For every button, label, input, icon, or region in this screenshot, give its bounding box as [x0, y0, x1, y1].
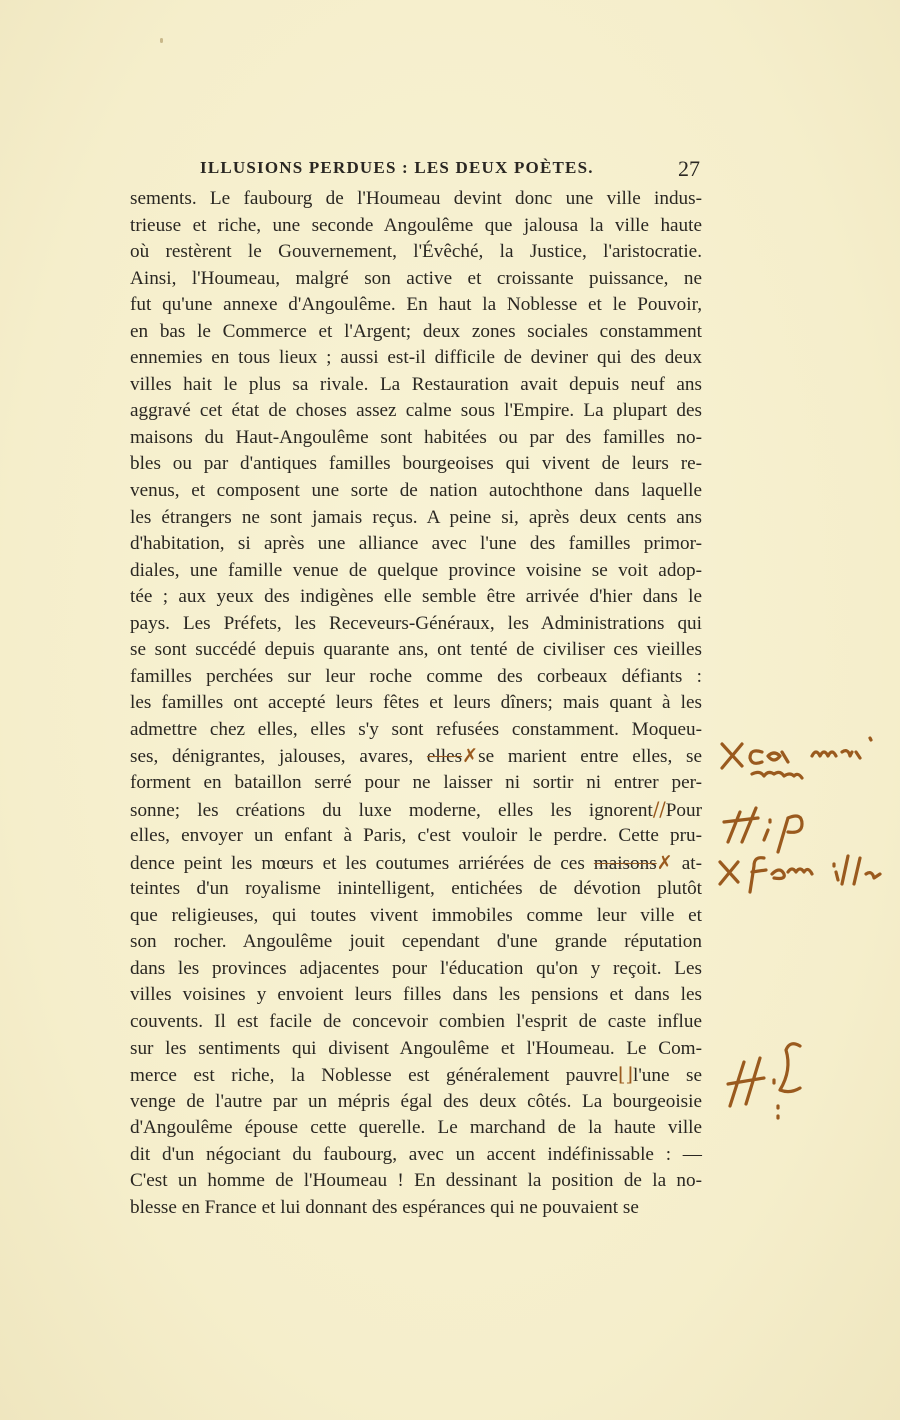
text-line: d'Angoulême épouse cette querelle. Le marchand de la haute ville — [130, 1117, 702, 1139]
margin-note-3 — [720, 856, 880, 892]
insertion-mark: // — [652, 797, 666, 821]
text-segment: merce est riche, la Noblesse est généralement pauvre — [130, 1065, 619, 1087]
text-segment: l'une se — [633, 1065, 702, 1087]
text-line: dans les provinces adjacentes pour l'éducation qu'on y reçoit. Les — [130, 957, 702, 979]
text-segment: dence peint les mœurs et les coutumes arriérées de ces — [130, 852, 594, 874]
struck-word: elles — [426, 746, 463, 768]
text-line: venge de l'autre par un mépris égal des deux côtés. La bourgeoisie — [130, 1090, 702, 1112]
page-number: 27 — [678, 156, 700, 181]
text-line: les familles ont accepté leurs fêtes et leurs dîners; mais quant à les — [130, 692, 702, 714]
text-line: où restèrent le Gouvernement, l'Évêché, la Justice, l'aristocratie. — [130, 241, 702, 263]
text-line: aggravé cet état de choses assez calme sous l'Empire. La plupart des — [130, 400, 702, 422]
insertion-mark: ✗ — [462, 744, 479, 768]
text-line: teintes d'un royalisme inintelligent, entichées de dévotion plutôt — [130, 878, 702, 900]
text-line: sur les sentiments qui divisent Angoulême et l'Houmeau. Le Com- — [130, 1037, 702, 1059]
text-segment: ses, dénigrantes, jalouses, avares, — [130, 746, 427, 768]
text-line: bles ou par d'antiques familles bourgeoises qui vivent de leurs re- — [130, 453, 702, 475]
text-line: diales, une famille venue de quelque province voisine se voit adop- — [130, 559, 702, 581]
text-segment: se marient entre elles, se — [478, 746, 702, 768]
text-line: C'est un homme de l'Houmeau ! En dessinant la position de la no- — [130, 1170, 702, 1192]
text-line: son rocher. Angoulême jouit cependant d'une grande réputation — [130, 931, 702, 953]
text-line: villes voisines y envoient leurs filles dans les pensions et dans les — [130, 984, 702, 1006]
text-line: fut qu'une annexe d'Angoulême. En haut la Noblesse et le Pouvoir, — [130, 294, 702, 316]
text-segment: sonne; les créations du luxe moderne, elles les ignorent — [130, 799, 653, 821]
text-line: familles perchées sur leur roche comme des corbeaux défiants : — [130, 665, 702, 687]
text-line: elles, envoyer un enfant à Paris, c'est vouloir le perdre. Cette pru- — [130, 825, 702, 847]
running-title: ILLUSIONS PERDUES : LES DEUX POÈTES. — [200, 158, 594, 177]
text-line: blesse en France et lui donnant des espérances qui ne pouvaient se — [130, 1196, 639, 1218]
text-segment: at- — [672, 852, 702, 874]
margin-note-2 — [724, 808, 802, 852]
text-line: venus, et composent une sorte de nation autochthone dans laquelle — [130, 480, 702, 502]
text-line: que religieuses, qui toutes vivent immobiles comme leur ville et — [130, 904, 702, 926]
text-segment: Pour — [665, 799, 702, 821]
text-line: trieuse et riche, une seconde Angoulême que jalousa la ville haute — [130, 214, 702, 236]
text-line: en bas le Commerce et l'Argent; deux zones sociales constamment — [130, 320, 702, 342]
text-line: pays. Les Préfets, les Receveurs-Généraux, les Administrations qui — [130, 612, 702, 634]
text-line: d'habitation, si après une alliance avec l'une des familles primor- — [130, 533, 702, 555]
text-line: Ainsi, l'Houmeau, malgré son active et croissante puissance, ne — [130, 267, 702, 289]
insertion-mark: ✗ — [656, 850, 673, 874]
text-line: dit d'un négociant du faubourg, avec un accent indéfinissable : — — [130, 1143, 702, 1165]
struck-word: maisons — [593, 852, 657, 874]
text-line: maisons du Haut-Angoulême sont habitées ou par des familles no- — [130, 426, 702, 448]
margin-note-1 — [722, 738, 871, 778]
text-line: les étrangers ne sont jamais reçus. A peine si, après deux cents ans — [130, 506, 702, 528]
text-line: admettre chez elles, elles s'y sont refusées constamment. Moqueu- — [130, 718, 702, 740]
text-line: couvents. Il est facile de concevoir combien l'esprit de caste influe — [130, 1010, 702, 1032]
insertion-mark: ⌊⌋ — [618, 1063, 633, 1087]
text-line: se sont succédé depuis quarante ans, ont tenté de civiliser ces vieilles — [130, 639, 702, 661]
margin-note-4 — [728, 1044, 800, 1118]
text-line: sements. Le faubourg de l'Houmeau devint donc une ville indus- — [130, 188, 702, 209]
text-line: ennemies en tous lieux ; aussi est-il difficile de deviner qui des deux — [130, 347, 702, 369]
text-line: tée ; aux yeux des indigènes elle semble être arrivée d'hier dans le — [130, 586, 702, 608]
text-line: villes hait le plus sa rivale. La Restauration avait depuis neuf ans — [130, 373, 702, 395]
text-line: forment en bataillon serré pour ne laisser ni sortir ni entrer per- — [130, 772, 702, 794]
